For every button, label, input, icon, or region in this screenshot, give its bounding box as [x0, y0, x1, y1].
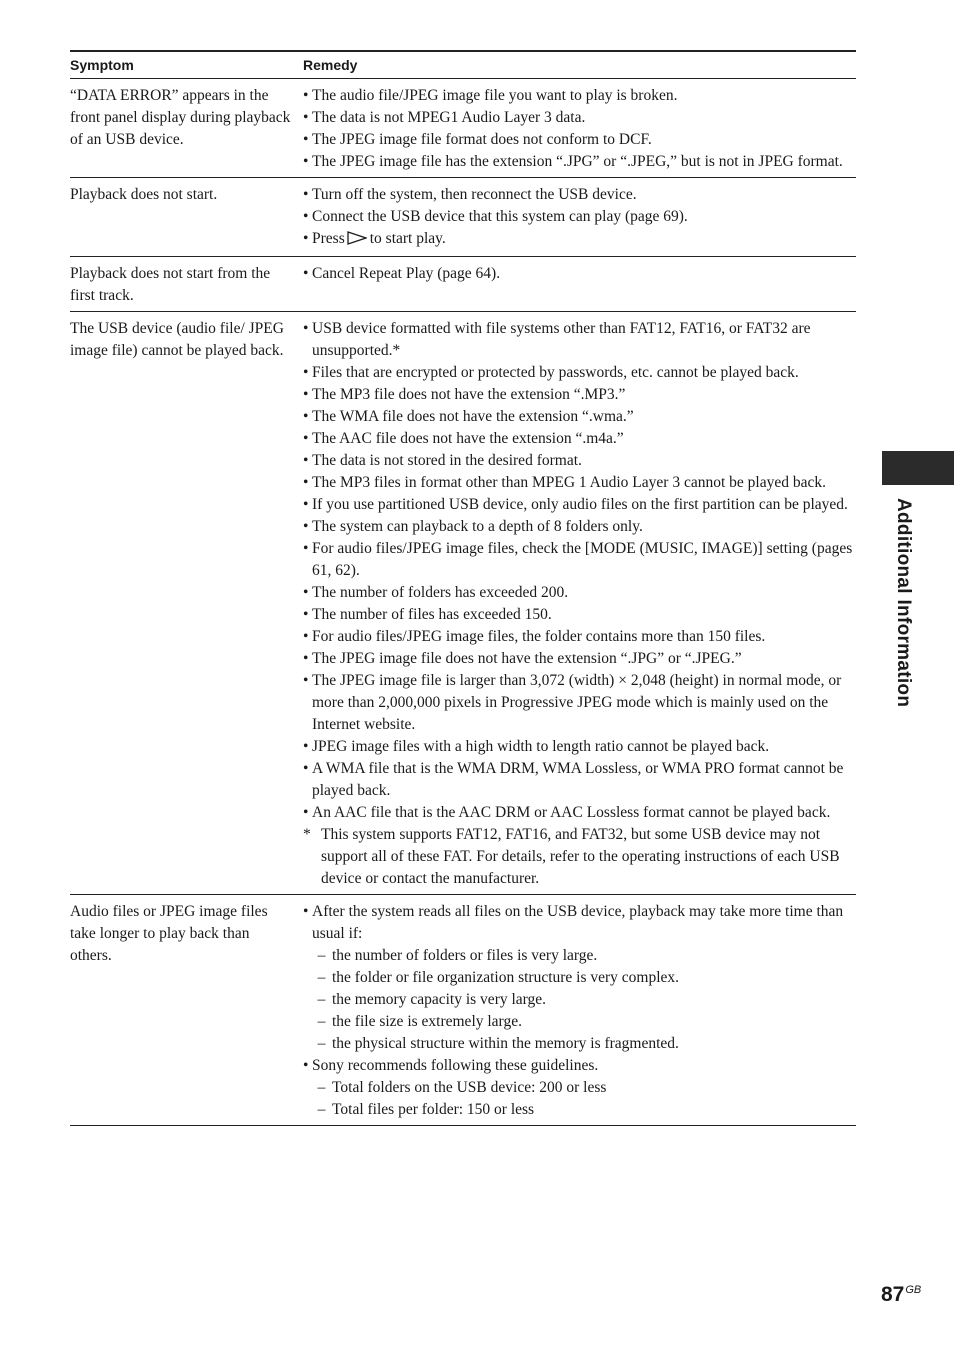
- symptom-cell: Playback does not start from the first track.: [70, 265, 271, 304]
- page-number: [881, 1283, 921, 1307]
- remedy-text: The JPEG image file format does not conform to DCF.: [312, 131, 652, 148]
- remedy-bullet-item: [303, 626, 856, 648]
- remedy-bullet-item: [303, 604, 856, 626]
- remedy-bullet-item: [303, 802, 856, 824]
- remedy-bullet-item: [303, 406, 856, 428]
- remedy-dash-item: [303, 1011, 856, 1033]
- remedy-text: The number of files has exceeded 150.: [312, 606, 552, 623]
- bullet-marker: •: [303, 153, 309, 170]
- remedy-text: A WMA file that is the WMA DRM, WMA Lossless, or WMA PRO format cannot be played back.: [312, 760, 844, 799]
- remedy-text: An AAC file that is the AAC DRM or AAC Lossless format cannot be played back.: [312, 804, 831, 821]
- dash-marker: –: [317, 1013, 326, 1030]
- remedy-cell: [303, 318, 856, 890]
- dash-marker: –: [317, 1101, 326, 1118]
- remedy-text: The JPEG image file is larger than 3,072 (width) × 2,048 (height) in normal mode, or more than 2,000,000 pixels in Progressive JPEG mode which is mainly used on the Internet website.: [312, 672, 842, 733]
- remedy-bullet-item: [303, 206, 856, 228]
- remedy-text: Connect the USB device that this system can play (page 69).: [312, 208, 688, 225]
- symptom-cell: The USB device (audio file/ JPEG image file) cannot be played back.: [70, 320, 284, 359]
- bullet-marker: •: [303, 386, 309, 403]
- dash-marker: –: [317, 1079, 326, 1096]
- dash-marker: –: [317, 1035, 326, 1052]
- remedy-text: Sony recommends following these guidelines.: [312, 1057, 599, 1074]
- table-row: [70, 257, 856, 312]
- remedy-text-part: Press: [312, 230, 345, 247]
- section-tab-marker: [882, 451, 954, 485]
- table-row: [70, 79, 856, 178]
- bullet-marker: •: [303, 452, 309, 469]
- remedy-bullet-item: [303, 758, 856, 802]
- bullet-marker: •: [303, 738, 309, 755]
- remedy-text: The data is not stored in the desired format.: [312, 452, 582, 469]
- remedy-bullet-item: [303, 318, 856, 362]
- remedy-text: The number of folders has exceeded 200.: [312, 584, 569, 601]
- remedy-text: [312, 228, 856, 252]
- bullet-marker: •: [303, 109, 309, 126]
- remedy-cell: [303, 85, 856, 173]
- table-row: [70, 178, 856, 257]
- dash-marker: –: [317, 947, 326, 964]
- remedy-bullet-item: [303, 582, 856, 604]
- dash-marker: –: [317, 991, 326, 1008]
- play-icon: [347, 230, 367, 252]
- bullet-marker: •: [303, 540, 309, 557]
- bullet-marker: •: [303, 903, 309, 920]
- remedy-text: The MP3 file does not have the extension “.MP3.”: [312, 386, 626, 403]
- bullet-marker: •: [303, 1057, 309, 1074]
- remedy-text: Turn off the system, then reconnect the USB device.: [312, 186, 637, 203]
- remedy-bullet-item: [303, 151, 856, 173]
- remedy-text: If you use partitioned USB device, only audio files on the first partition can be played.: [312, 496, 848, 513]
- remedy-text-part: to start play.: [369, 230, 446, 247]
- remedy-text: The data is not MPEG1 Audio Layer 3 data.: [312, 109, 586, 126]
- remedy-dash-item: [303, 1033, 856, 1055]
- remedy-text: After the system reads all files on the USB device, playback may take more time than usual if:: [312, 903, 844, 942]
- remedy-text: The WMA file does not have the extension “.wma.”: [312, 408, 634, 425]
- remedy-dash-item: [303, 945, 856, 967]
- remedy-text: For audio files/JPEG image files, check the [MODE (MUSIC, IMAGE)] setting (pages 61, 62).: [312, 540, 853, 579]
- bullet-marker: •: [303, 208, 309, 225]
- page-number-value: 87: [881, 1283, 905, 1306]
- symptom-column-header: Symptom: [70, 57, 134, 73]
- remedy-text: The audio file/JPEG image file you want to play is broken.: [312, 87, 678, 104]
- symptom-cell: “DATA ERROR” appears in the front panel display during playback of an USB device.: [70, 87, 291, 148]
- remedy-bullet-item: [303, 494, 856, 516]
- bullet-marker: •: [303, 628, 309, 645]
- remedy-text: The JPEG image file has the extension “.JPG” or “.JPEG,” but is not in JPEG format.: [312, 153, 843, 170]
- bullet-marker: •: [303, 131, 309, 148]
- bullet-marker: •: [303, 430, 309, 447]
- remedy-cell: [303, 184, 856, 252]
- dash-marker: –: [317, 969, 326, 986]
- table-body: [70, 79, 856, 1126]
- remedy-text: the physical structure within the memory is fragmented.: [332, 1035, 679, 1052]
- remedy-bullet-item: [303, 901, 856, 945]
- remedy-bullet-item: [303, 472, 856, 494]
- symptom-cell: Playback does not start.: [70, 186, 218, 203]
- bullet-marker: •: [303, 408, 309, 425]
- bullet-marker: •: [303, 584, 309, 601]
- table-row: [70, 312, 856, 895]
- remedy-text: Total folders on the USB device: 200 or less: [332, 1079, 607, 1096]
- bullet-marker: •: [303, 606, 309, 623]
- remedy-bullet-item: [303, 450, 856, 472]
- table-header: [70, 52, 856, 79]
- remedy-text: The MP3 files in format other than MPEG 1 Audio Layer 3 cannot be played back.: [312, 474, 826, 491]
- remedy-bullet-item: [303, 184, 856, 206]
- remedy-text: the memory capacity is very large.: [332, 991, 547, 1008]
- bullet-marker: •: [303, 87, 309, 104]
- troubleshooting-table: [70, 50, 856, 1126]
- bullet-marker: •: [303, 474, 309, 491]
- note-marker: *: [303, 826, 311, 843]
- bullet-marker: •: [303, 760, 309, 777]
- remedy-text: The JPEG image file does not have the extension “.JPG” or “.JPEG.”: [312, 650, 742, 667]
- table-row: [70, 895, 856, 1126]
- remedy-bullet-item: [303, 384, 856, 406]
- remedy-text: Cancel Repeat Play (page 64).: [312, 265, 501, 282]
- bullet-marker: •: [303, 672, 309, 689]
- remedy-bullet-item: [303, 1055, 856, 1077]
- remedy-column-header: Remedy: [303, 57, 358, 73]
- remedy-bullet-item: [303, 516, 856, 538]
- page-number-suffix: GB: [905, 1284, 922, 1296]
- bullet-marker: •: [303, 650, 309, 667]
- remedy-text: USB device formatted with file systems other than FAT12, FAT16, or FAT32 are unsupported.*: [312, 320, 811, 359]
- remedy-bullet-item: [303, 648, 856, 670]
- symptom-cell: Audio files or JPEG image files take longer to play back than others.: [70, 903, 268, 964]
- remedy-bullet-item: [303, 107, 856, 129]
- bullet-marker: •: [303, 496, 309, 513]
- remedy-bullet-item: [303, 362, 856, 384]
- remedy-text: the file size is extremely large.: [332, 1013, 522, 1030]
- remedy-dash-item: [303, 1077, 856, 1099]
- remedy-text: This system supports FAT12, FAT16, and FAT32, but some USB device may not support all of these FAT. For details, refer to the operating instructions of each USB device or contact the manufacturer.: [321, 826, 840, 887]
- bullet-marker: •: [303, 804, 309, 821]
- remedy-footnote: [303, 824, 856, 890]
- remedy-bullet-item: [303, 85, 856, 107]
- remedy-cell: [303, 263, 856, 307]
- bullet-marker: •: [303, 320, 309, 337]
- bullet-marker: •: [303, 230, 309, 247]
- bullet-marker: •: [303, 364, 309, 381]
- remedy-bullet-item: [303, 228, 856, 252]
- remedy-bullet-item: [303, 129, 856, 151]
- bullet-marker: •: [303, 518, 309, 535]
- remedy-bullet-item: [303, 670, 856, 736]
- remedy-dash-item: [303, 967, 856, 989]
- remedy-text: Files that are encrypted or protected by passwords, etc. cannot be played back.: [312, 364, 799, 381]
- remedy-dash-item: [303, 989, 856, 1011]
- remedy-bullet-item: [303, 428, 856, 450]
- remedy-text: The AAC file does not have the extension “.m4a.”: [312, 430, 624, 447]
- remedy-text: Total files per folder: 150 or less: [332, 1101, 535, 1118]
- remedy-cell: [303, 901, 856, 1121]
- remedy-text: The system can playback to a depth of 8 folders only.: [312, 518, 643, 535]
- remedy-text: For audio files/JPEG image files, the folder contains more than 150 files.: [312, 628, 766, 645]
- remedy-dash-item: [303, 1099, 856, 1121]
- section-tab-label: Additional Information: [893, 498, 914, 708]
- remedy-bullet-item: [303, 263, 856, 285]
- remedy-text: the folder or file organization structure is very complex.: [332, 969, 680, 986]
- remedy-bullet-item: [303, 538, 856, 582]
- remedy-bullet-item: [303, 736, 856, 758]
- remedy-text: the number of folders or files is very large.: [332, 947, 598, 964]
- bullet-marker: •: [303, 186, 309, 203]
- bullet-marker: •: [303, 265, 309, 282]
- remedy-text: JPEG image files with a high width to length ratio cannot be played back.: [312, 738, 770, 755]
